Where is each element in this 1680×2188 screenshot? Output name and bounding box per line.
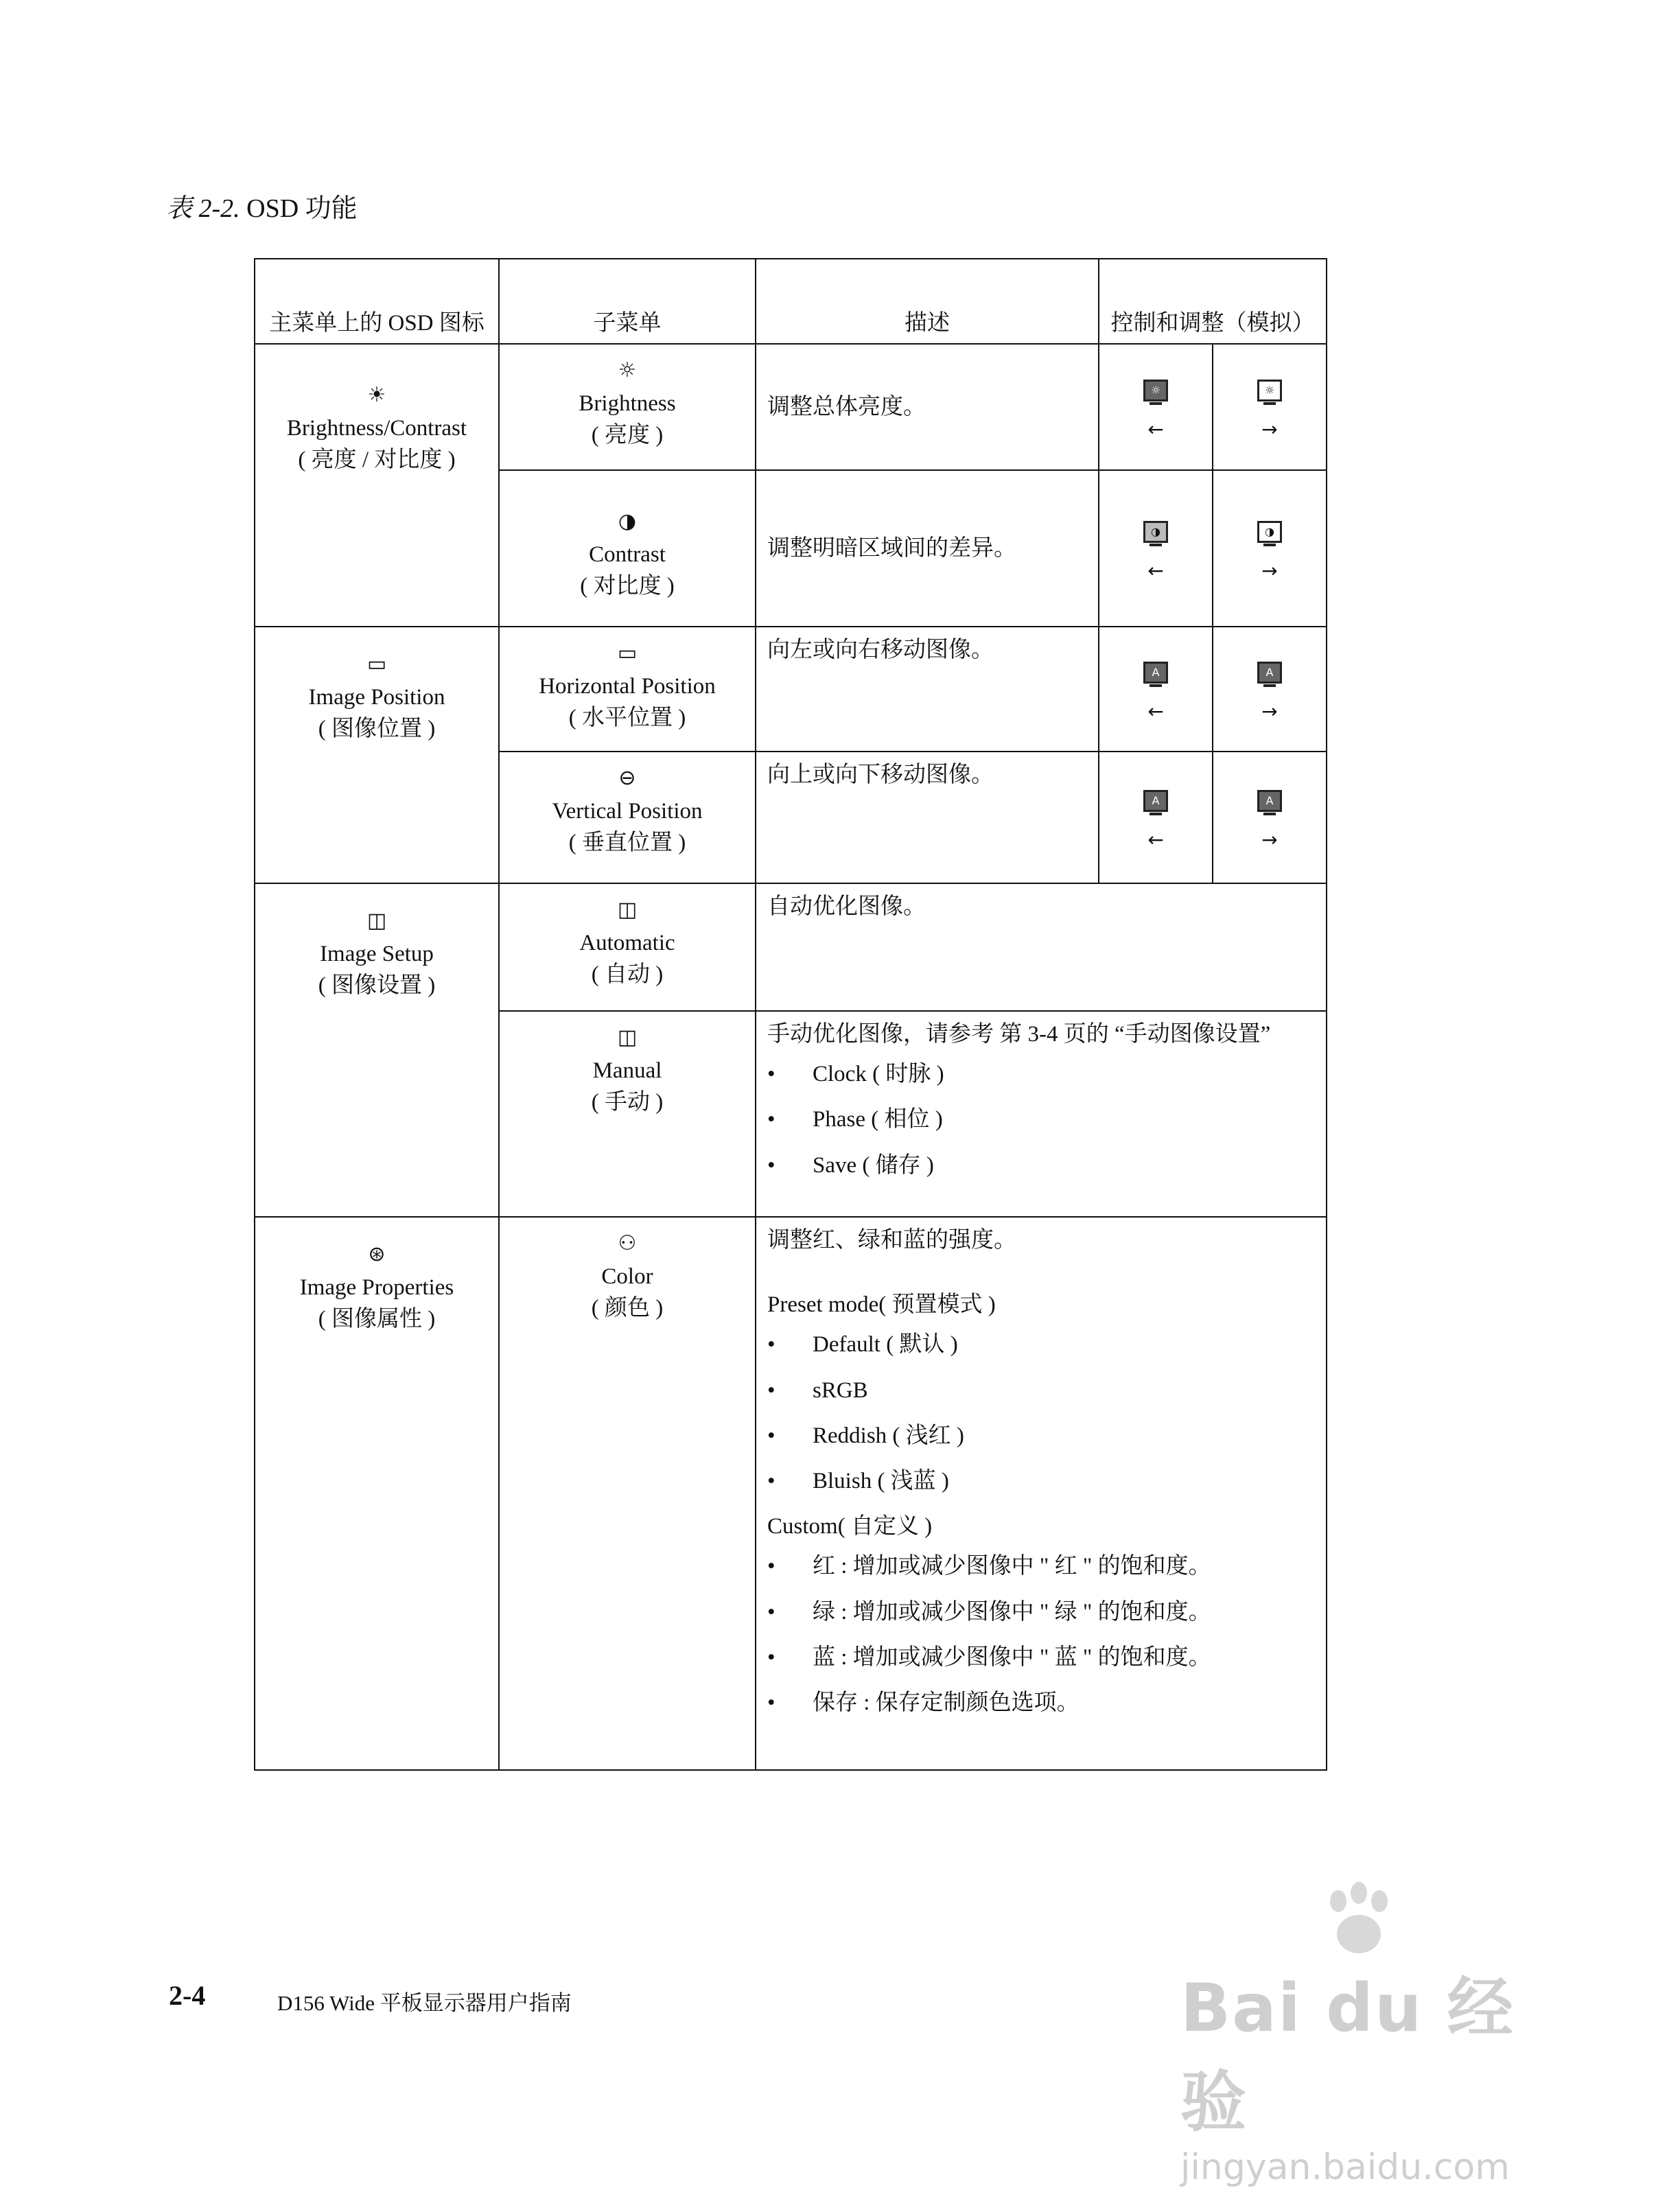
table-header-row bbox=[255, 259, 1327, 344]
contrast-low-icon: ◑ bbox=[1143, 521, 1168, 543]
submenu-color bbox=[499, 1217, 756, 1770]
description: 向上或向下移动图像。 bbox=[756, 752, 1099, 883]
watermark-url: jingyan.baidu.com bbox=[1180, 2147, 1510, 2188]
horizontal-position-icon: ▭ bbox=[617, 641, 638, 665]
brightness-contrast-icon: ☀ bbox=[367, 383, 386, 407]
table-row bbox=[255, 627, 1327, 752]
header-main-icon: 主菜单上的 OSD 图标 bbox=[255, 259, 499, 344]
list-item: • 蓝 : 增加或减少图像中 " 蓝 " 的饱和度。 bbox=[767, 1642, 1315, 1673]
right-arrow-icon: → bbox=[1261, 417, 1278, 441]
list-item: • sRGB bbox=[767, 1375, 1315, 1406]
page-number: 2-4 bbox=[169, 1980, 206, 2011]
main-label-en: Image Setup bbox=[320, 942, 434, 966]
header-controls: 控制和调整（模拟） bbox=[1099, 259, 1327, 344]
submenu-manual bbox=[499, 1011, 756, 1217]
submenu-label-cn: ( 颜色 ) bbox=[591, 1296, 664, 1321]
caption-prefix: 表 2-2. bbox=[166, 194, 240, 223]
move-left-icon: A bbox=[1143, 662, 1168, 684]
submenu-vertical-position bbox=[499, 752, 756, 883]
description: 调整明暗区域间的差异。 bbox=[756, 470, 1099, 627]
main-label-cn: ( 图像位置 ) bbox=[318, 717, 436, 742]
control-decrease bbox=[1099, 627, 1213, 752]
automatic-icon: ◫ bbox=[617, 898, 638, 922]
table-caption bbox=[166, 187, 358, 224]
main-label-en: Brightness/Contrast bbox=[286, 416, 467, 441]
submenu-label-en: Contrast bbox=[589, 542, 666, 567]
right-arrow-icon: → bbox=[1261, 559, 1278, 582]
submenu-automatic bbox=[499, 883, 756, 1011]
submenu-label-en: Brightness bbox=[579, 391, 676, 416]
main-menu-image-setup bbox=[255, 883, 499, 1217]
table-row bbox=[255, 344, 1327, 470]
left-arrow-icon: ← bbox=[1147, 559, 1164, 582]
custom-label: Custom( 自定义 ) bbox=[767, 1514, 933, 1539]
control-increase bbox=[1213, 470, 1327, 627]
submenu-label-en: Vertical Position bbox=[552, 799, 703, 824]
control-decrease bbox=[1099, 344, 1213, 470]
brightness-high-icon: ☼ bbox=[1257, 380, 1282, 401]
contrast-icon: ◑ bbox=[618, 509, 637, 533]
control-decrease bbox=[1099, 752, 1213, 883]
baidu-watermark bbox=[1180, 1908, 1565, 2188]
submenu-label-cn: ( 垂直位置 ) bbox=[568, 830, 686, 856]
brightness-icon: ☼ bbox=[618, 358, 637, 382]
description-manual bbox=[756, 1011, 1327, 1217]
table-row bbox=[255, 883, 1327, 1011]
manual-options-list bbox=[767, 1058, 1315, 1181]
table-row bbox=[255, 1217, 1327, 1770]
submenu-label-cn: ( 手动 ) bbox=[591, 1090, 664, 1115]
watermark-logo: Bai du 经验 bbox=[1180, 1970, 1515, 2141]
main-label-cn: ( 图像属性 ) bbox=[318, 1307, 436, 1332]
description: 向左或向右移动图像。 bbox=[756, 627, 1099, 752]
footer-title: D156 Wide 平板显示器用户指南 bbox=[277, 1991, 572, 2015]
list-item: • Phase ( 相位 ) bbox=[767, 1104, 1315, 1135]
preset-mode-label: Preset mode( 预置模式 ) bbox=[767, 1292, 996, 1318]
list-item: • Default ( 默认 ) bbox=[767, 1329, 1315, 1360]
left-arrow-icon: ← bbox=[1147, 699, 1164, 723]
image-properties-icon: ⊛ bbox=[368, 1242, 386, 1266]
main-menu-brightness-contrast bbox=[255, 344, 499, 627]
move-down-icon: A bbox=[1143, 790, 1168, 812]
list-item: • 保存 : 保存定制颜色选项。 bbox=[767, 1687, 1315, 1719]
vertical-position-icon: ⊖ bbox=[618, 766, 636, 790]
list-item: • Clock ( 时脉 ) bbox=[767, 1058, 1315, 1090]
control-increase bbox=[1213, 627, 1327, 752]
list-item: • 绿 : 增加或减少图像中 " 绿 " 的饱和度。 bbox=[767, 1596, 1315, 1628]
description: 自动优化图像。 bbox=[756, 883, 1327, 1011]
submenu-label-cn: ( 水平位置 ) bbox=[568, 706, 686, 731]
submenu-label-en: Color bbox=[601, 1264, 653, 1289]
control-increase bbox=[1213, 344, 1327, 470]
submenu-label-en: Automatic bbox=[579, 931, 675, 955]
description-color bbox=[756, 1217, 1327, 1770]
brightness-low-icon: ☼ bbox=[1143, 380, 1168, 401]
main-menu-image-properties bbox=[255, 1217, 499, 1770]
color-icon: ⚇ bbox=[618, 1231, 637, 1255]
submenu-label-cn: ( 自动 ) bbox=[591, 962, 664, 988]
submenu-label-cn: ( 对比度 ) bbox=[580, 574, 675, 599]
submenu-horizontal-position bbox=[499, 627, 756, 752]
control-increase bbox=[1213, 752, 1327, 883]
image-setup-icon: ◫ bbox=[366, 909, 387, 933]
submenu-label-en: Manual bbox=[592, 1058, 662, 1083]
submenu-contrast bbox=[499, 470, 756, 627]
list-item: • Reddish ( 浅红 ) bbox=[767, 1420, 1315, 1452]
image-position-icon: ▭ bbox=[366, 652, 387, 676]
caption-title: OSD 功能 bbox=[246, 194, 358, 223]
control-decrease bbox=[1099, 470, 1213, 627]
main-label-cn: ( 图像设置 ) bbox=[318, 973, 436, 999]
preset-mode-list bbox=[767, 1329, 1315, 1497]
move-up-icon: A bbox=[1257, 790, 1282, 812]
main-menu-image-position bbox=[255, 627, 499, 883]
header-submenu: 子菜单 bbox=[499, 259, 756, 344]
move-right-icon: A bbox=[1257, 662, 1282, 684]
manual-icon: ◫ bbox=[617, 1025, 638, 1049]
right-arrow-icon: → bbox=[1261, 828, 1278, 851]
submenu-label-en: Horizontal Position bbox=[539, 674, 716, 699]
submenu-label-cn: ( 亮度 ) bbox=[591, 423, 664, 448]
submenu-brightness bbox=[499, 344, 756, 470]
list-item: • 红 : 增加或减少图像中 " 红 " 的饱和度。 bbox=[767, 1550, 1315, 1582]
right-arrow-icon: → bbox=[1261, 699, 1278, 723]
main-label-en: Image Position bbox=[308, 685, 445, 710]
description-text: 调整红、绿和蓝的强度。 bbox=[767, 1228, 1016, 1253]
list-item: • Bluish ( 浅蓝 ) bbox=[767, 1465, 1315, 1497]
left-arrow-icon: ← bbox=[1147, 828, 1164, 851]
description-text: 手动优化图像，请参考 第 3-4 页的 “手动图像设置” bbox=[767, 1022, 1271, 1047]
custom-list bbox=[767, 1550, 1315, 1719]
description: 调整总体亮度。 bbox=[756, 344, 1099, 470]
main-label-en: Image Properties bbox=[299, 1275, 454, 1300]
left-arrow-icon: ← bbox=[1147, 417, 1164, 441]
paw-logo-icon bbox=[1318, 1881, 1400, 1963]
osd-function-table bbox=[254, 258, 1327, 1771]
main-label-cn: ( 亮度 / 对比度 ) bbox=[298, 447, 456, 473]
contrast-high-icon: ◑ bbox=[1257, 521, 1282, 543]
header-description: 描述 bbox=[756, 259, 1099, 344]
list-item: • Save ( 储存 ) bbox=[767, 1150, 1315, 1181]
